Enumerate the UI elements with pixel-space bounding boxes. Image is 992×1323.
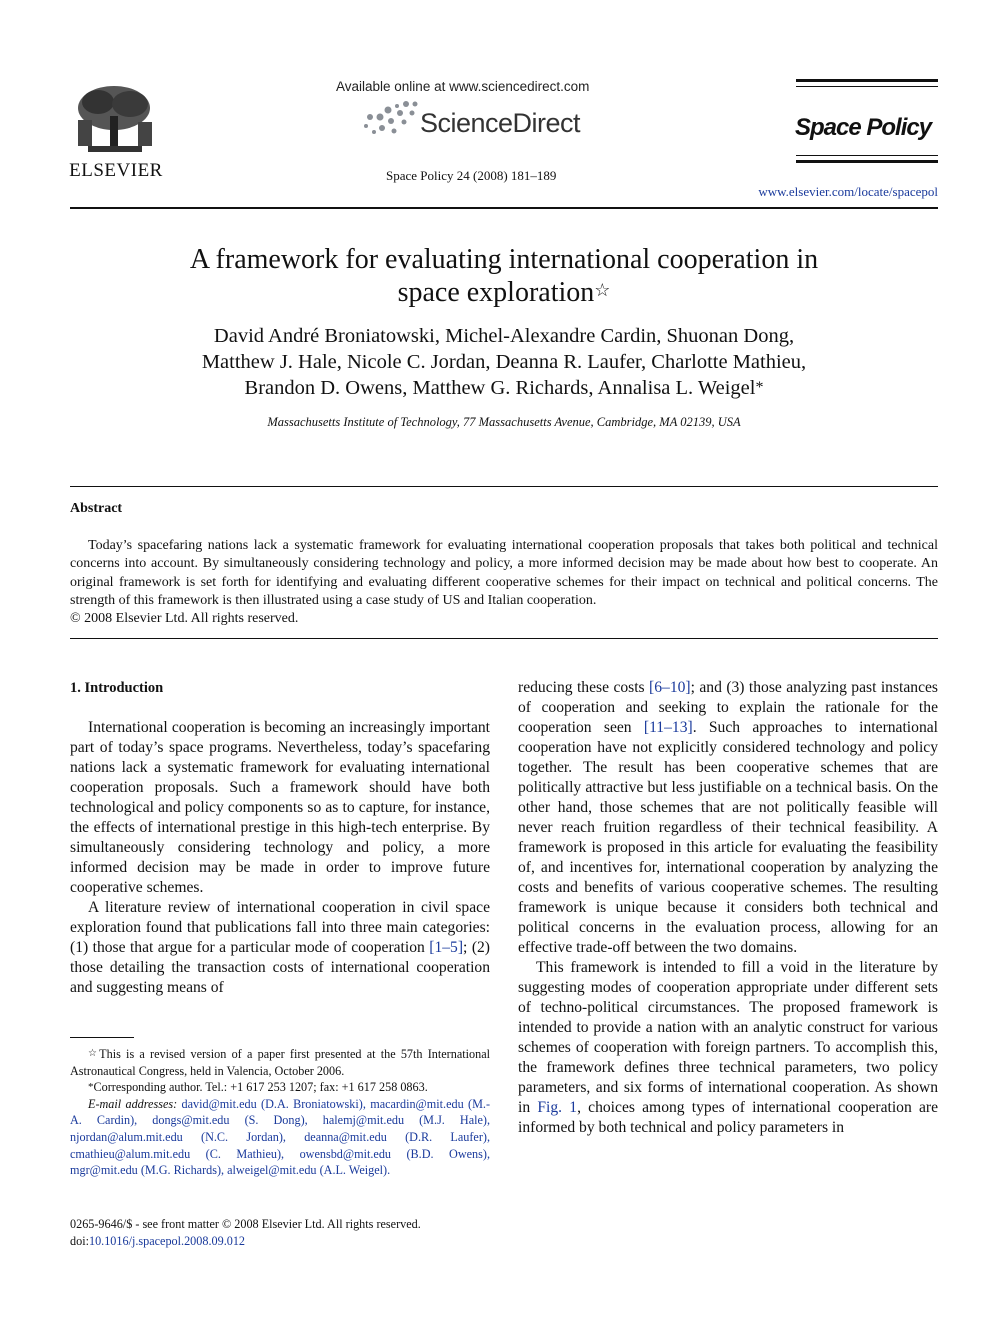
email-link[interactable]: david@mit.edu: [181, 1096, 257, 1111]
email-owner: (M.J. Hale),: [419, 1113, 491, 1128]
footnote-corresponding: [70, 1079, 490, 1096]
doi-line: [70, 1233, 490, 1250]
email-link[interactable]: deanna@mit.edu: [304, 1129, 387, 1144]
email-owner: (A.L. Weigel).: [319, 1163, 391, 1178]
paragraph-text: This framework is intended to fill a void in the literature by suggesting modes of cooperation appropriate under different sets of techno-political circumstances. The proposed framework is intended to provide a nation with an analytic construct for various schemes of cooperation with foreign partners. To accomplish this, the framework defines three technical parameters, two policy parameters, and six forms of international cooperation. As shown in: [518, 959, 938, 1116]
email-link[interactable]: cmathieu@alum.mit.edu: [70, 1146, 191, 1161]
email-owner: (C. Mathieu),: [205, 1146, 285, 1161]
journal-title: Space Policy: [795, 114, 932, 141]
paragraph-text: ; and (3) those analyzing past instances of cooperation and seeking to explain the rationale for the cooperation seen: [518, 679, 938, 736]
available-online: Available online at www.sciencedirect.com: [336, 79, 590, 94]
corresponding-author-mark[interactable]: *: [755, 379, 764, 396]
header-rule: [796, 155, 938, 156]
article-title: [70, 243, 938, 309]
email-link[interactable]: njordan@alum.mit.edu: [70, 1129, 183, 1144]
email-owner: (S. Dong),: [244, 1113, 308, 1128]
header-divider: [70, 207, 938, 209]
publisher-name: ELSEVIER: [69, 160, 163, 181]
email-link[interactable]: macardin@mit.edu: [370, 1096, 464, 1111]
footnote-star: [70, 1046, 490, 1079]
abstract-rule-bottom: [70, 638, 938, 639]
title-line-1: A framework for evaluating international cooperation in: [189, 244, 819, 275]
authors-line-3: [70, 375, 938, 401]
citation-link[interactable]: [1–5]: [429, 939, 464, 956]
citation-link[interactable]: [6–10]: [649, 679, 691, 696]
email-owner: (M.G. Richards),: [140, 1163, 225, 1178]
sciencedirect-wordmark: ScienceDirect: [420, 108, 581, 138]
email-link[interactable]: mgr@mit.edu: [70, 1163, 138, 1178]
abstract-body: [70, 537, 938, 628]
footnote-emails: [70, 1096, 490, 1179]
paragraph: International cooperation is becoming an increasingly important part of today’s space programs. Nevertheless, today’s spacefaring nations lack a systematic framework for evaluating international cooperation proposals. Such a framework should have both technological and policy components so as to capture, for instance, the effects of international prestige in this high-tech enterprise. By simultaneously considering technology and policy, a more informed decision may be made in order to improve future cooperative schemes.: [70, 719, 490, 896]
email-link[interactable]: halemj@mit.edu: [322, 1113, 405, 1128]
authors-line-1: David André Broniatowski, Michel-Alexandre Cardin, Shuonan Dong,: [213, 325, 795, 347]
paragraph: [70, 898, 490, 998]
email-owner: (B.D. Owens),: [406, 1146, 490, 1161]
email-owner: (M.-A. Cardin),: [70, 1096, 491, 1128]
author-list: [70, 323, 938, 401]
left-column: [70, 718, 490, 998]
paragraph-text: ; (2) those detailing the transaction costs of international cooperation and suggesting means of: [70, 939, 490, 996]
email-owner: (D.R. Laufer),: [405, 1129, 491, 1144]
paragraph-text: . Such approaches to international cooperation have not explicitly considered technology and policy together. The result has been cooperative schemes that are politically attractive but less justifiable on a technical basis. On the other hand, those schemes that are not politically feasible will never reach fruition regardless of their technical feasibility. A framework is proposed in this article for evaluating the feasibility of, and incentives for, international cooperation by analyzing the costs and benefits of various cooperative schemes. The resulting framework is unique because it considers both technical and political concerns in the evaluation process, allowing for an effective trade-off between the two domains.: [518, 719, 938, 956]
authors-line-2: Matthew J. Hale, Nicole C. Jordan, Deanna R. Laufer, Charlotte Mathieu,: [201, 351, 807, 373]
figure-link[interactable]: Fig. 1: [537, 1099, 578, 1116]
paragraph-text: reducing these costs: [518, 679, 650, 696]
corresponding-mark: *: [88, 1081, 94, 1094]
elsevier-logo: [68, 80, 164, 180]
abstract-copyright: © 2008 Elsevier Ltd. All rights reserved.: [70, 611, 299, 627]
header-rule: [796, 86, 938, 87]
email-link[interactable]: owensbd@mit.edu: [299, 1146, 392, 1161]
title-line-2: [70, 276, 938, 309]
title-text: space exploration: [397, 277, 595, 308]
right-column: [518, 678, 938, 1138]
section-heading-introduction: 1. Introduction: [70, 680, 164, 696]
abstract-rule-top: [70, 486, 938, 487]
title-footnote-star-icon[interactable]: ☆: [594, 280, 611, 300]
journal-reference: Space Policy 24 (2008) 181–189: [386, 168, 557, 183]
email-link[interactable]: dongs@mit.edu: [152, 1113, 230, 1128]
paragraph: [518, 678, 938, 958]
email-owner: (N.C. Jordan),: [201, 1129, 286, 1144]
header-rule: [796, 160, 938, 163]
front-matter-line: 0265-9646/$ - see front matter © 2008 Elsevier Ltd. All rights reserved.: [70, 1217, 421, 1231]
footnote-rule: [70, 1037, 134, 1038]
journal-homepage-link[interactable]: www.elsevier.com/locate/spacepol: [758, 184, 938, 199]
doi-link[interactable]: 10.1016/j.spacepol.2008.09.012: [88, 1234, 246, 1248]
paragraph-text: A literature review of international cooperation in civil space exploration found that publications fall into three main categories: (1) those that argue for a particular mode of cooperation: [70, 899, 490, 956]
doi-label: doi:: [70, 1234, 89, 1248]
email-link[interactable]: alweigel@mit.edu: [227, 1163, 317, 1178]
authors-line-3-text: Brandon D. Owens, Matthew G. Richards, Annalisa L. Weigel: [244, 377, 756, 399]
paragraph-text: , choices among types of international cooperation are informed by both technical and policy parameters in: [518, 1099, 938, 1136]
sciencedirect-dots-icon: [360, 100, 424, 136]
citation-link[interactable]: [11–13]: [643, 719, 693, 736]
affiliation: Massachusetts Institute of Technology, 77 Massachusetts Avenue, Cambridge, MA 02139, USA: [267, 415, 741, 429]
footnote-text: Corresponding author. Tel.: +1 617 253 1207; fax: +1 617 258 0863.: [93, 1080, 428, 1095]
email-owner: (D.A. Broniatowski),: [261, 1096, 366, 1111]
footnote-text: This is a revised version of a paper first presented at the 57th International Astronautical Congress, held in Valencia, October 2006.: [70, 1047, 490, 1078]
footnotes: [70, 1046, 490, 1179]
front-matter: [70, 1216, 490, 1250]
email-label: E-mail addresses:: [88, 1096, 178, 1111]
header-rule: [796, 79, 938, 82]
abstract-text: Today’s spacefaring nations lack a systematic framework for evaluating international cooperation proposals that takes both political and technical concerns into account. By simultaneously considering technology and policy, a more informed decision may be made about how best to cooperate. An original framework is set forth for identifying and evaluating different cooperative schemes for their impact on technical and political concerns. The strength of this framework is then illustrated using a case study of US and Italian cooperation.: [70, 538, 938, 608]
abstract-heading: Abstract: [70, 501, 123, 516]
footnote-star-icon: ☆: [88, 1048, 100, 1059]
paragraph: [518, 958, 938, 1138]
